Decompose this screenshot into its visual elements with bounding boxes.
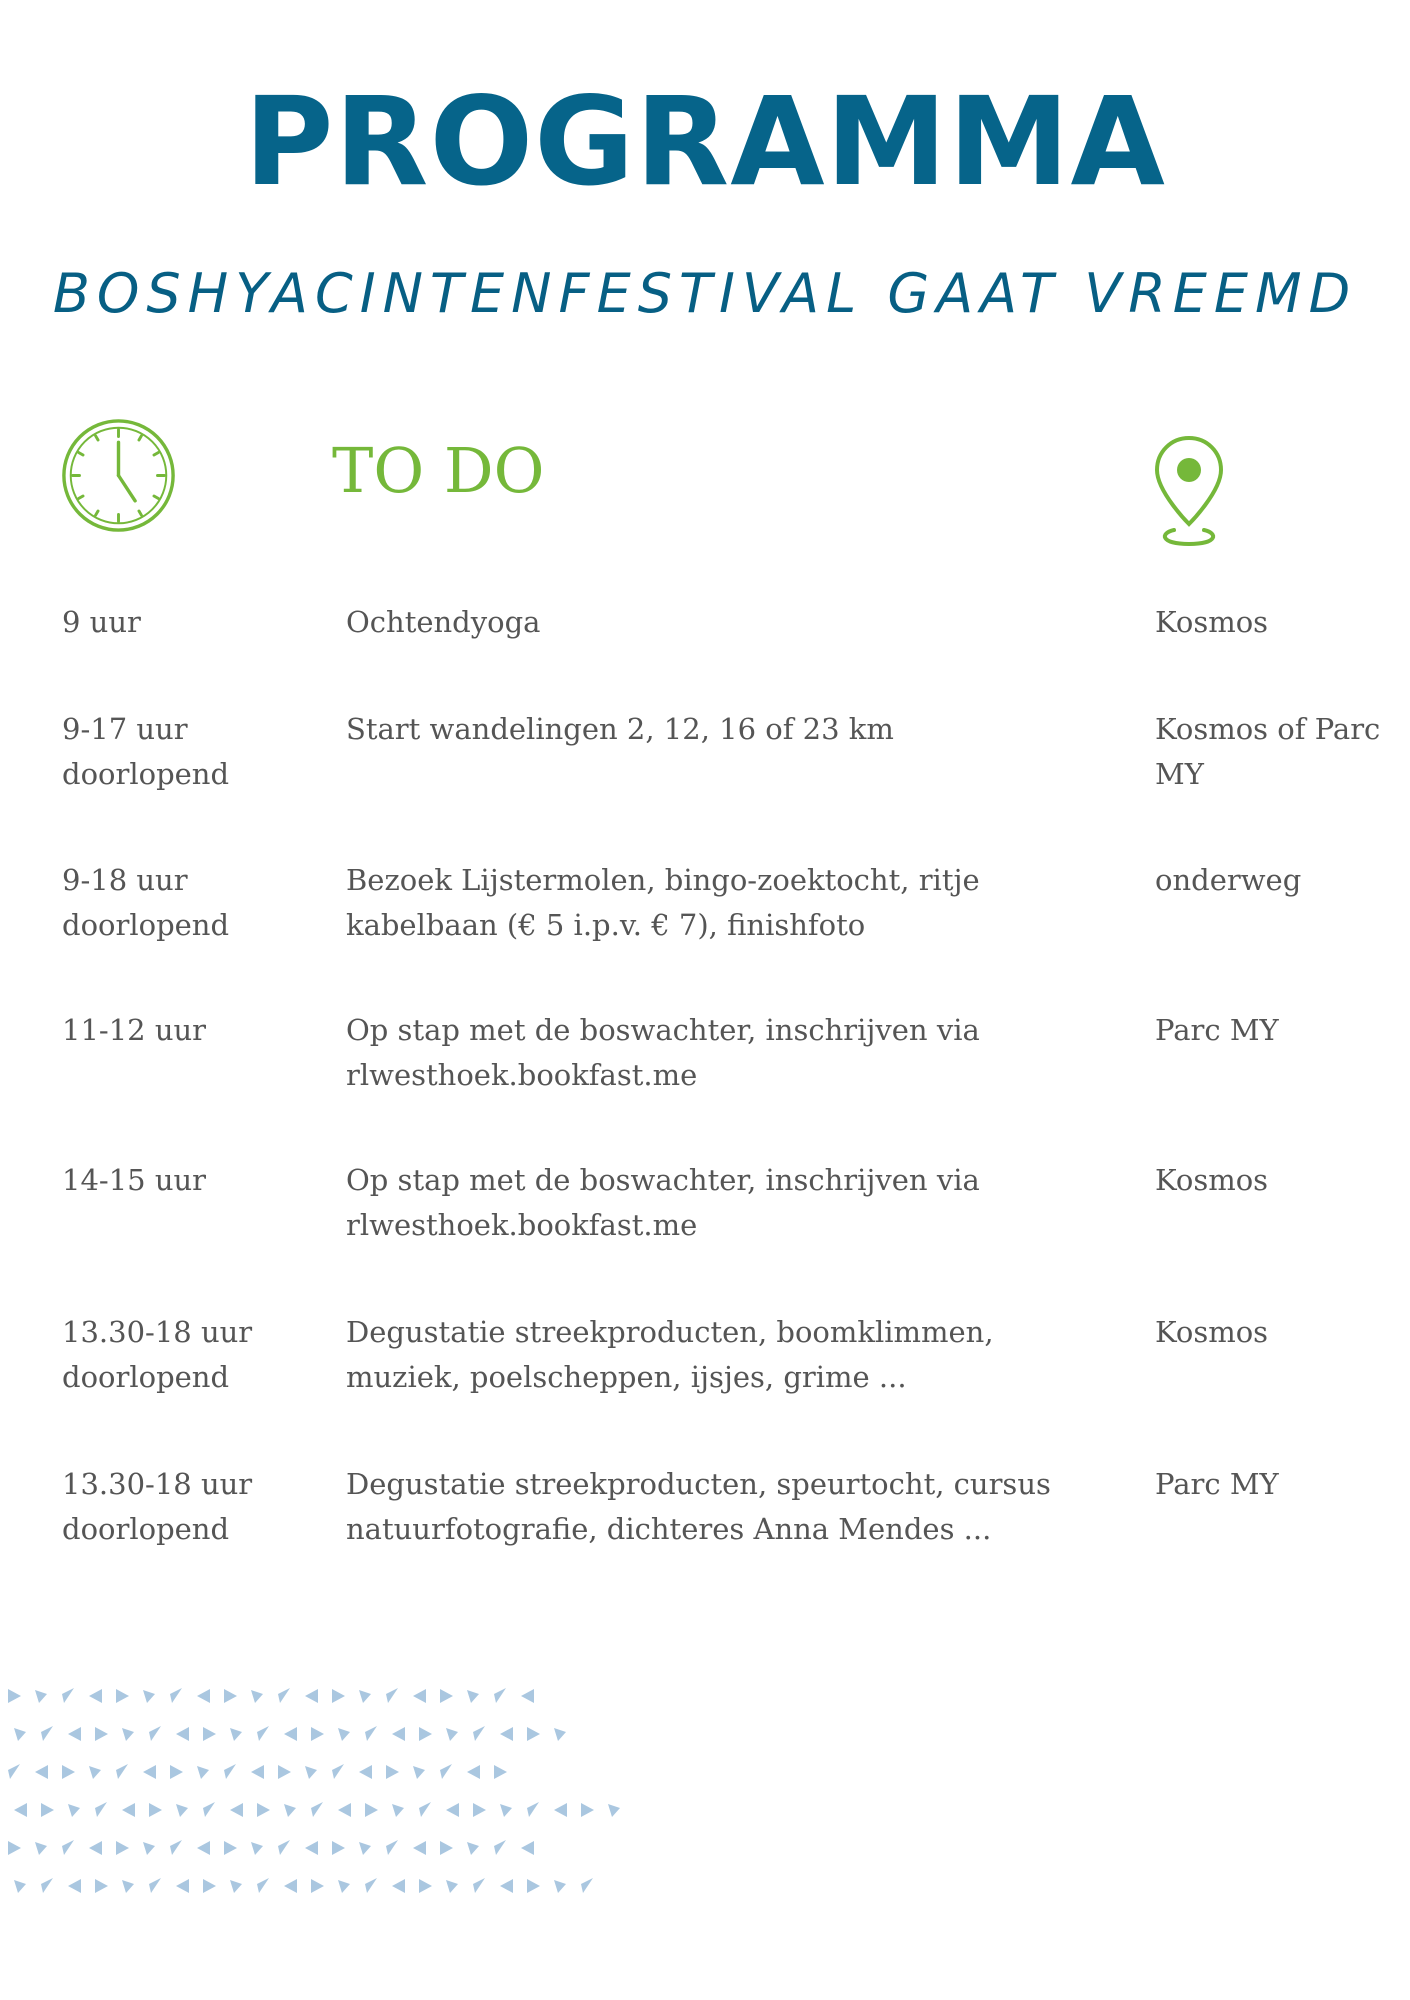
activity-cell: Start wandelingen 2, 12, 16 of 23 km	[346, 712, 894, 746]
location-cell: Parc MY	[1155, 1467, 1279, 1501]
location-cell: Kosmos	[1155, 605, 1269, 639]
todo-heading: TO DO	[332, 434, 545, 507]
location-pin-icon	[1152, 434, 1226, 552]
location-cell: Kosmos	[1155, 1315, 1269, 1349]
time-cell: 13.30-18 uur doorlopend	[62, 1467, 253, 1546]
activity-cell: Ochtendyoga	[346, 605, 541, 639]
page-subtitle: BOSHYACINTENFESTIVAL GAAT VREEMD	[52, 262, 1358, 325]
activity-cell: Op stap met de boswachter, inschrijven via rlwesthoek.bookfast.me	[346, 1013, 980, 1092]
page-title: PROGRAMMA	[244, 71, 1166, 213]
clock-icon	[60, 417, 177, 534]
activity-cell: Op stap met de boswachter, inschrijven via rlwesthoek.bookfast.me	[346, 1163, 980, 1242]
time-cell: 9-17 uur doorlopend	[62, 712, 230, 791]
location-cell: onderweg	[1155, 863, 1302, 897]
location-cell: Kosmos	[1155, 1163, 1269, 1197]
time-cell: 13.30-18 uur doorlopend	[62, 1315, 253, 1394]
triangle-pattern	[0, 1680, 620, 1910]
location-cell: Parc MY	[1155, 1013, 1279, 1047]
location-cell: Kosmos of Parc MY	[1155, 712, 1381, 791]
activity-cell: Degustatie streekproducten, speurtocht, cursus natuurfotografie, dichteres Anna Mendes ...	[346, 1467, 1051, 1546]
time-cell: 14-15 uur	[62, 1163, 207, 1197]
activity-cell: Bezoek Lijstermolen, bingo-zoektocht, ritje kabelbaan (€ 5 i.p.v. € 7), finishfoto	[346, 863, 980, 942]
time-cell: 11-12 uur	[62, 1013, 207, 1047]
activity-cell: Degustatie streekproducten, boomklimmen, muziek, poelscheppen, ijsjes, grime ...	[346, 1315, 994, 1394]
time-cell: 9-18 uur doorlopend	[62, 863, 230, 942]
time-cell: 9 uur	[62, 605, 141, 639]
